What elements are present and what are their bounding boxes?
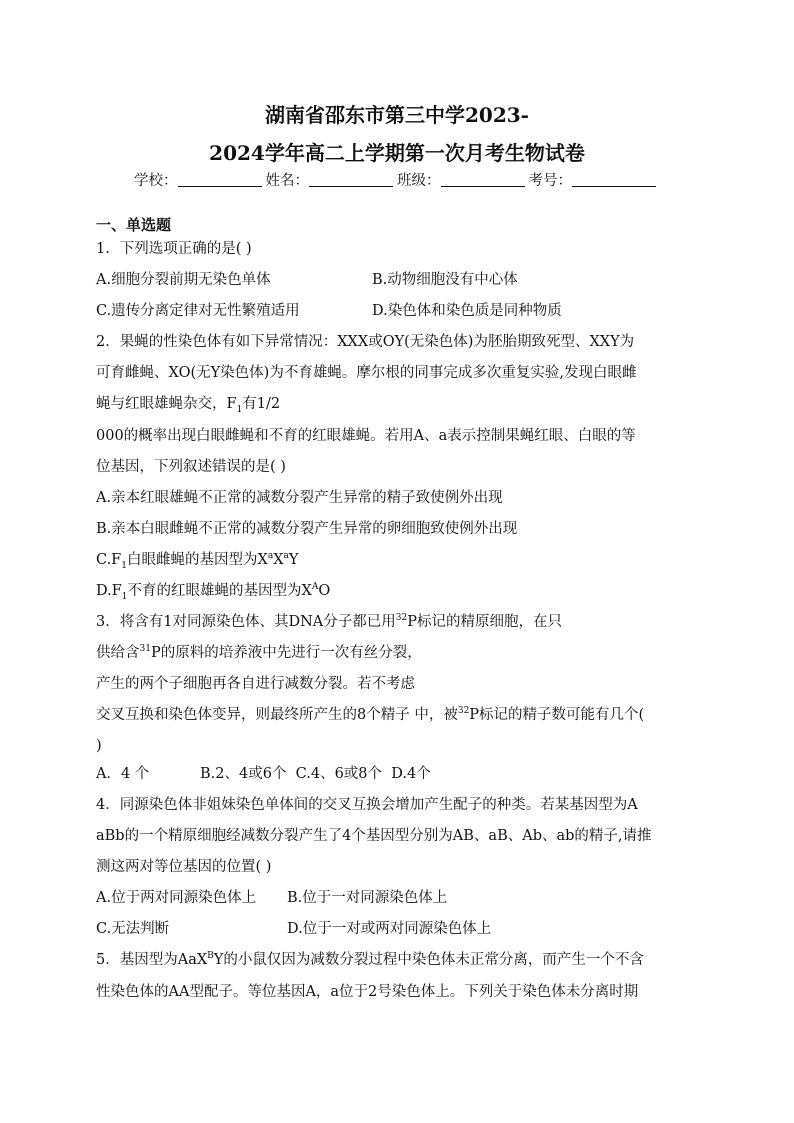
q2-stem-line1: 2．果蝇的性染色体有如下异常情况：XXX或OY(无染色体)为胚胎期致死型、XXY为: [96, 334, 635, 350]
q2-c-sup2: a: [283, 551, 289, 562]
q4-option-c: C.无法判断: [96, 921, 170, 937]
exam-number-label: 考号：: [528, 173, 572, 189]
q3-stem-line4: [96, 705, 644, 725]
q2-c-text: 白眼雌蝇的基因型为X: [126, 552, 268, 568]
q3-line1-sup: 32: [395, 613, 408, 624]
school-blank[interactable]: [178, 172, 262, 187]
q4-stem-line3: 测这两对等位基因的位置( ): [96, 859, 272, 875]
q3-options: A．4 个 B.2、4或6个 C.4、6或8个 D.4个: [96, 766, 431, 782]
q2-stem-line4: 000的概率出现白眼雌蝇和不育的红眼雄蝇。若用A、a表示控制果蝇红眼、白眼的等: [96, 428, 636, 444]
q2-line3-ratio: 有1/2: [242, 396, 281, 412]
q2-d-text: 不育的红眼雄蝇的基因型为X: [127, 583, 312, 599]
q3-line2-sup: 31: [139, 644, 151, 655]
class-label: 班级：: [397, 173, 441, 189]
q2-c-sup1: a: [267, 551, 274, 562]
class-blank[interactable]: [441, 172, 525, 187]
q2-option-b: B.亲本白眼雌蝇不正常的减数分裂产生异常的卵细胞致使例外出现: [96, 521, 518, 537]
q3-line2-text: 供给含: [96, 645, 140, 661]
q2-c-subscript: 1: [121, 560, 127, 571]
q5-line1-text: 5．基因型为AaX: [96, 952, 208, 968]
q4-stem-line2: aBb的一个精原细胞经减数分裂产生了4个基因型分别为AB、aB、Ab、ab的精子,请推: [96, 828, 652, 844]
q1-option-c: C.遗传分离定律对无性繁殖适用: [96, 303, 300, 319]
student-info-row: [0, 171, 794, 191]
school-label: 学校：: [134, 173, 178, 189]
q4-stem-line1: 4．同源染色体非姐妹染色单体间的交叉互换会增加产生配子的种类。若某基因型为A: [96, 797, 638, 813]
exam-title-line2: 2024学年高二上学期第一次月考生物试卷: [209, 141, 585, 165]
q2-option-a: A.亲本红眼雄蝇不正常的减数分裂产生异常的精子致使例外出现: [96, 490, 503, 506]
q2-f1-subscript: 1: [236, 404, 243, 415]
q5-stem-line1: [96, 950, 644, 970]
q2-d-prefix: D.F: [96, 583, 122, 599]
q2-c-prefix: C.F: [96, 552, 122, 568]
q4-option-b: B.位于一对同源染色体上: [287, 890, 448, 906]
q2-d-o: O: [318, 583, 331, 599]
section-heading: 一、单选题: [96, 216, 172, 234]
q2-stem-line2: 可育雌蝇、XO(无Y染色体)为不育雄蝇。摩尔根的同事完成多次重复实验,发现白眼雌: [96, 365, 637, 381]
q4-option-d: D.位于一对或两对同源染色体上: [287, 921, 492, 937]
q3-stem-line3: 产生的两个子细胞再各自进行减数分裂。若不考虑: [96, 676, 415, 692]
q2-stem-line5: 位基因，下列叙述错误的是( ): [96, 459, 286, 475]
q5-line1-sup: B: [207, 951, 214, 962]
q3-stem-line5: ): [96, 738, 102, 754]
name-label: 姓名：: [265, 173, 309, 189]
q3-stem-line2: [96, 643, 422, 663]
q2-option-c: [96, 550, 298, 570]
name-blank[interactable]: [309, 172, 393, 187]
q3-line4-sup: 32: [457, 706, 470, 717]
q2-d-sup: A: [311, 582, 319, 593]
q1-option-a: A.细胞分裂前期无染色单体: [96, 272, 271, 288]
q3-line4-text: 交叉互换和染色体变异，则最终所产生的8个精子 中，被: [96, 707, 458, 723]
q2-d-subscript: 1: [121, 591, 128, 602]
q3-line1-rest: P标记的精原细胞，在只: [407, 614, 562, 630]
q3-line1-text: 3．将含有1对同源染色体、其DNA分子都已用: [96, 614, 396, 630]
q1-stem: 1．下列选项正确的是( ): [96, 241, 252, 257]
q5-line1-rest: Y的小鼠仅因为减数分裂过程中染色体未正常分离，而产生一个不含: [213, 952, 644, 968]
q2-c-x: X: [273, 552, 284, 568]
q3-stem-line1: [96, 612, 562, 632]
q1-option-d: D.染色体和染色质是同种物质: [372, 303, 562, 319]
q3-line2-rest: P的原料的培养液中先进行一次有丝分裂，: [150, 645, 422, 661]
q5-stem-line2: 性染色体的AA型配子。等位基因A，a位于2号染色体上。下列关于染色体未分离时期: [96, 984, 639, 1000]
q4-option-a: A.位于两对同源染色体上: [96, 890, 257, 906]
q1-option-b: B.动物细胞没有中心体: [372, 272, 518, 288]
q3-line4-rest: P标记的精子数可能有几个(: [469, 707, 645, 723]
q2-option-d: [96, 581, 330, 601]
q2-line3-text: 蝇与红眼雄蝇杂交，F: [96, 396, 237, 412]
exam-title-line1: 湖南省邵东市第三中学2023-: [265, 103, 529, 127]
q2-c-y: Y: [288, 552, 299, 568]
q2-stem-line3: [96, 394, 280, 414]
exam-number-blank[interactable]: [572, 172, 656, 187]
